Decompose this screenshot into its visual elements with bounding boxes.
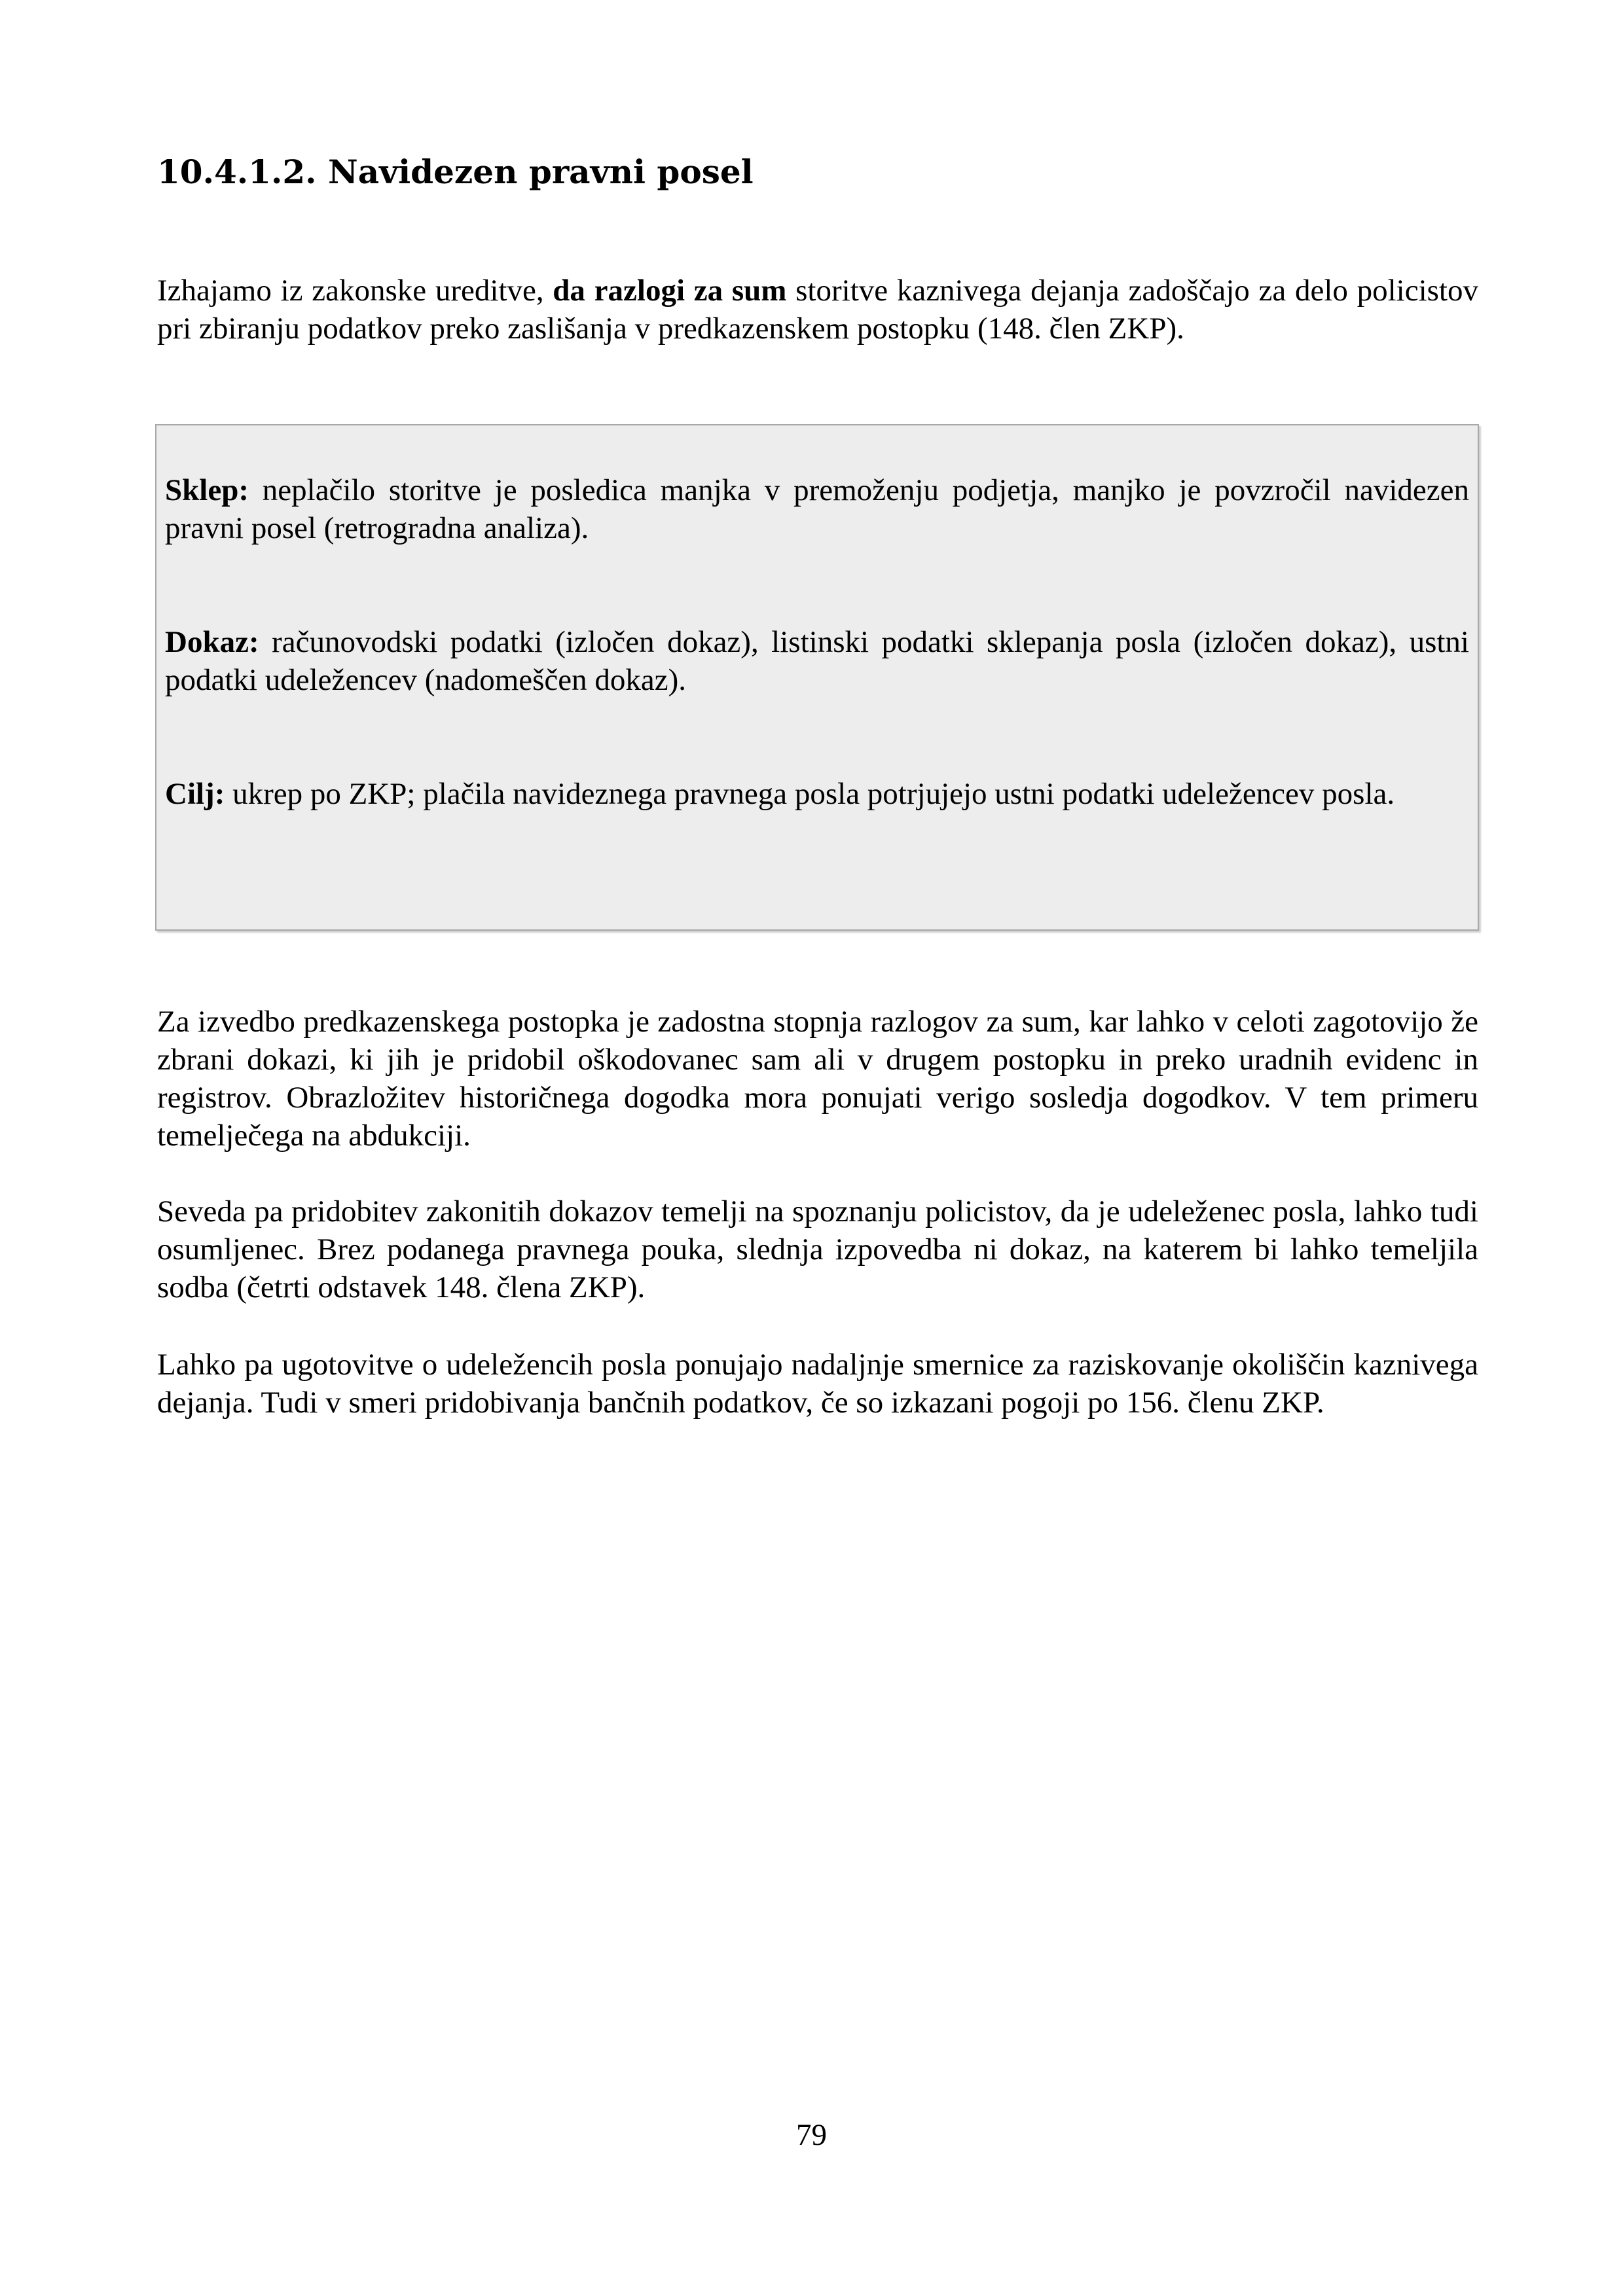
dokaz-label: Dokaz:	[165, 625, 259, 659]
body-paragraph-2: Seveda pa pridobitev zakonitih dokazov temelji na spoznanju policistov, da je udeleženec posla, lahko tudi osumljenec. Brez podanega pravnega pouka, slednja izpovedba ni dokaz, na katerem bi lahko temeljila sodba (četrti odstavek 148. člena ZKP).	[157, 1194, 1478, 1304]
sklep-item	[165, 471, 1469, 547]
body-paragraph-1: Za izvedbo predkazenskega postopka je zadostna stopnja razlogov za sum, kar lahko v celoti zagotovijo že zbrani dokazi, ki jih je pridobil oškodovanec sam ali v drugem postopku in preko uradnih evidenc in registrov. Obrazložitev historičnega dogodka mora ponujati verigo sosledja dogodkov. V tem primeru temelječega na abdukciji.	[157, 1005, 1478, 1153]
dokaz-text: računovodski podatki (izločen dokaz), listinski podatki sklepanja posla (izločen dokaz), ustni podatki udeležencev (nadomeščen dokaz).	[165, 625, 1469, 697]
body-paragraph-3: Lahko pa ugotovitve o udeležencih posla ponujajo nadaljnje smernice za raziskovanje okoliščin kaznivega dejanja. Tudi v smeri pridobivanja bančnih podatkov, če so izkazani pogoji po 156. členu ZKP.	[157, 1348, 1478, 1420]
intro-text-end: storitve kaznivega dejanja zadoščajo za delo policistov pri zbiranju podatkov preko zaslišanja v predkazenskem postopku (148. člen ZKP).	[157, 274, 1478, 346]
cilj-label: Cilj:	[165, 777, 225, 811]
section-heading: 10.4.1.2. Navidezen pravni posel	[157, 152, 754, 191]
dokaz-item	[165, 623, 1469, 699]
intro-paragraph	[157, 272, 1478, 348]
sklep-text: neplačilo storitve je posledica manjka v premoženju podjetja, manjko je povzročil navidezen pravni posel (retrogradna analiza).	[165, 473, 1469, 545]
intro-text-start: Izhajamo iz zakonske ureditve,	[157, 274, 553, 308]
page-number: 79	[796, 2118, 827, 2152]
intro-bold-phrase: da razlogi za sum	[553, 274, 787, 308]
analysis-box	[155, 424, 1479, 931]
cilj-text: ukrep po ZKP; plačila navideznega pravnega posla potrjujejo ustni podatki udeležencev posla.	[225, 777, 1395, 811]
sklep-label: Sklep:	[165, 473, 249, 507]
cilj-item	[165, 775, 1469, 813]
